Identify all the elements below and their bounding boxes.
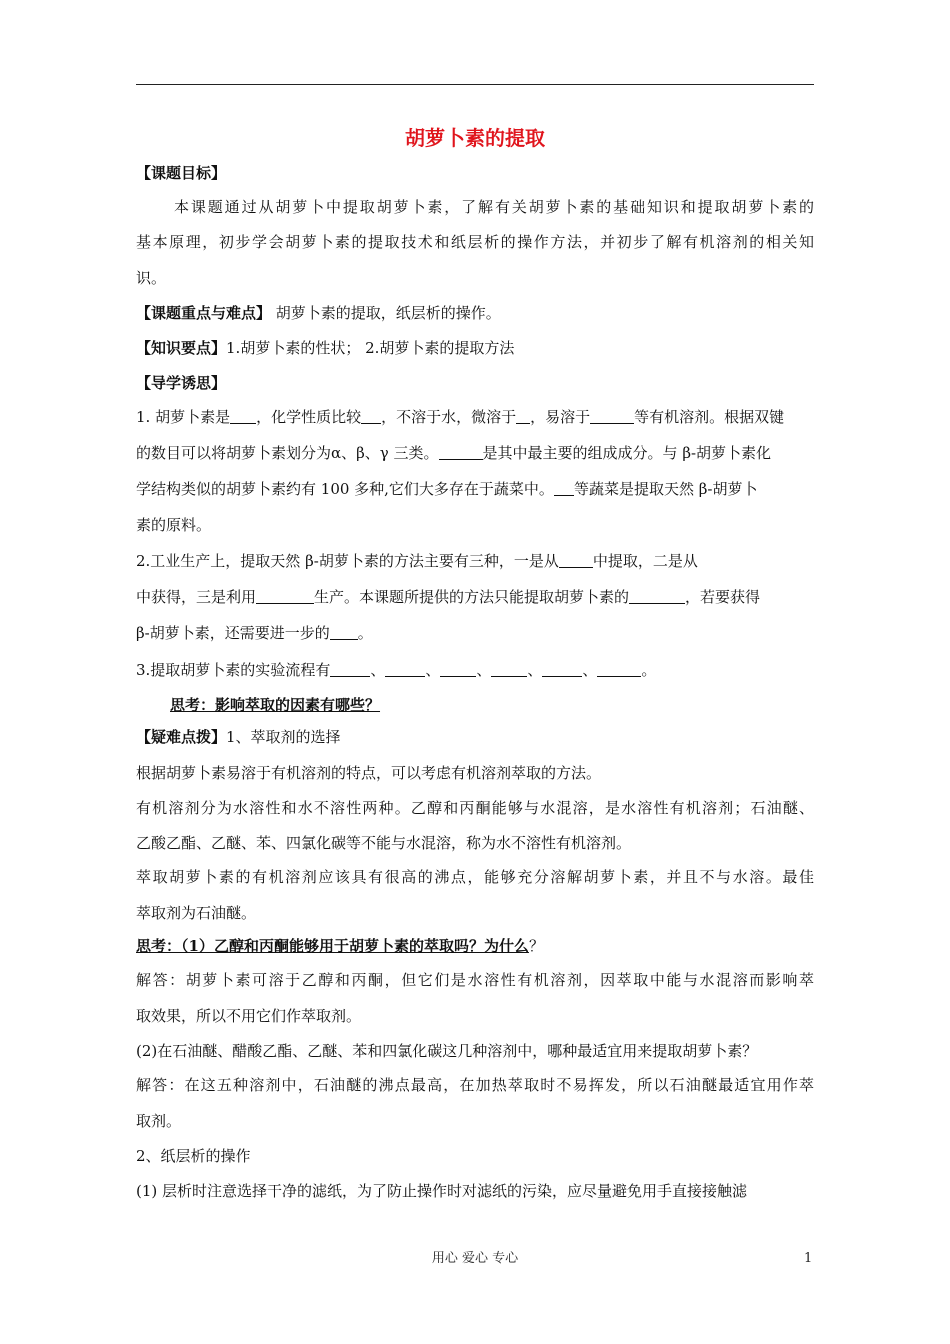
q2-line-3: β-胡萝卜素，还需要进一步的 。	[136, 624, 373, 642]
blank	[385, 661, 425, 677]
blank	[629, 588, 685, 604]
difficulty-paragraph	[136, 726, 814, 748]
blank	[230, 408, 256, 424]
blank	[330, 624, 358, 640]
knowledge-paragraph	[136, 337, 814, 359]
q2-line-1: 2.工业生产上，提取天然 β-胡萝卜素的方法主要有三种，一是从 中提取，二是从	[136, 552, 698, 570]
q1-line-1: 1. 胡萝卜素是 ，化学性质比较 ，不溶于水，微溶于 ，易溶于 等有机溶剂。根据双键	[136, 408, 785, 426]
difficulty-p2-line-2: 乙酸乙酯、乙醚、苯、四氯化碳等不能与水混溶，称为水不溶性有机溶剂。	[136, 834, 632, 852]
goal-line-3: 识。	[136, 269, 167, 287]
answer-1-line-1: 解答：胡萝卜素可溶于乙醇和丙酮，但它们是水溶性有机溶剂，因萃取中能与水混溶而影响萃	[136, 971, 814, 989]
difficulty-p3-line-1: 萃取胡萝卜素的有机溶剂应该具有很高的沸点，能够充分溶解胡萝卜素，并且不与水溶。最佳	[136, 868, 814, 886]
q2-line-2: 中获得，三是利用 生产。本课题所提供的方法只能提取胡萝卜素的 ，若要获得	[136, 588, 761, 606]
blank	[330, 661, 370, 677]
blank	[439, 444, 483, 460]
blank	[590, 408, 634, 424]
q3-line: 3.提取胡萝卜素的实验流程有 、 、 、 、 、 。	[136, 661, 657, 679]
answer-1-line-2: 取效果，所以不用它们作萃取剂。	[136, 1007, 362, 1025]
blank	[542, 661, 582, 677]
difficulty-sub2: 2、纸层析的操作	[136, 1147, 251, 1165]
difficulty-p1: 根据胡萝卜素易溶于有机溶剂的特点，可以考虑有机溶剂萃取的方法。	[136, 764, 602, 782]
difficulty-sub1: 1、萃取剂的选择	[226, 728, 341, 746]
q1-line-3: 学结构类似的胡萝卜素约有 100 多种,它们大多存在于蔬菜中。 等蔬菜是提取天然 β-胡萝卜	[136, 480, 758, 498]
blank	[440, 661, 476, 677]
key-paragraph	[136, 302, 814, 324]
key-text: 胡萝卜素的提取，纸层析的操作。	[271, 304, 501, 322]
knowledge-heading: 【知识要点】	[136, 339, 227, 357]
blank	[361, 408, 381, 424]
q1-line-4: 素的原料。	[136, 516, 212, 534]
goal-line-2: 基本原理，初步学会胡萝卜素的提取技术和纸层析的操作方法，并初步了解有机溶剂的相关知	[136, 233, 814, 251]
goal-heading: 【课题目标】	[136, 164, 227, 182]
footer-motto: 用心 爱心 专心	[431, 1251, 519, 1266]
blank	[597, 661, 641, 677]
page-number: 1	[804, 1251, 813, 1266]
blank	[554, 480, 574, 496]
difficulty-heading: 【疑难点拨】	[136, 728, 227, 746]
goal-line-1: 本课题通过从胡萝卜中提取胡萝卜素，了解有关胡萝卜素的基础知识和提取胡萝卜素的	[174, 198, 814, 216]
blank	[256, 588, 314, 604]
difficulty-p2-line-1: 有机溶剂分为水溶性和水不溶性两种。乙醇和丙酮能够与水混溶，是水溶性有机溶剂；石油醚、	[136, 799, 814, 817]
q1-line-2: 的数目可以将胡萝卜素划分为α、β、γ 三类。 是其中最主要的组成成分。与 β-胡萝卜素化	[136, 444, 772, 462]
guide-heading: 【导学诱思】	[136, 374, 227, 392]
answer-2-line-1: 解答：在这五种溶剂中，石油醚的沸点最高，在加热萃取时不易挥发，所以石油醚最适宜用作萃	[136, 1076, 814, 1094]
blank	[491, 661, 527, 677]
blank	[559, 552, 593, 568]
question-2: (2)在石油醚、醋酸乙酯、乙醚、苯和四氯化碳这几种溶剂中，哪种最适宜用来提取胡萝卜素？	[136, 1042, 758, 1060]
knowledge-text: 1.胡萝卜素的性状； 2.胡萝卜素的提取方法	[226, 339, 515, 357]
think-factors: 思考：影响萃取的因素有哪些？	[170, 696, 381, 714]
key-heading: 【课题重点与难点】	[136, 304, 272, 322]
page-title: 胡萝卜素的提取	[405, 126, 545, 150]
blank	[516, 408, 530, 424]
difficulty-p3-line-2: 萃取剂为石油醚。	[136, 904, 257, 922]
difficulty-p4: (1) 层析时注意选择干净的滤纸，为了防止操作时对滤纸的污染，应尽量避免用手直接接触滤	[136, 1182, 748, 1200]
answer-2-line-2: 取剂。	[136, 1112, 182, 1130]
think-question-1: 思考：（1）乙醇和丙酮能够用于胡萝卜素的萃取吗？为什么？	[136, 937, 544, 955]
header-rule	[136, 84, 814, 85]
